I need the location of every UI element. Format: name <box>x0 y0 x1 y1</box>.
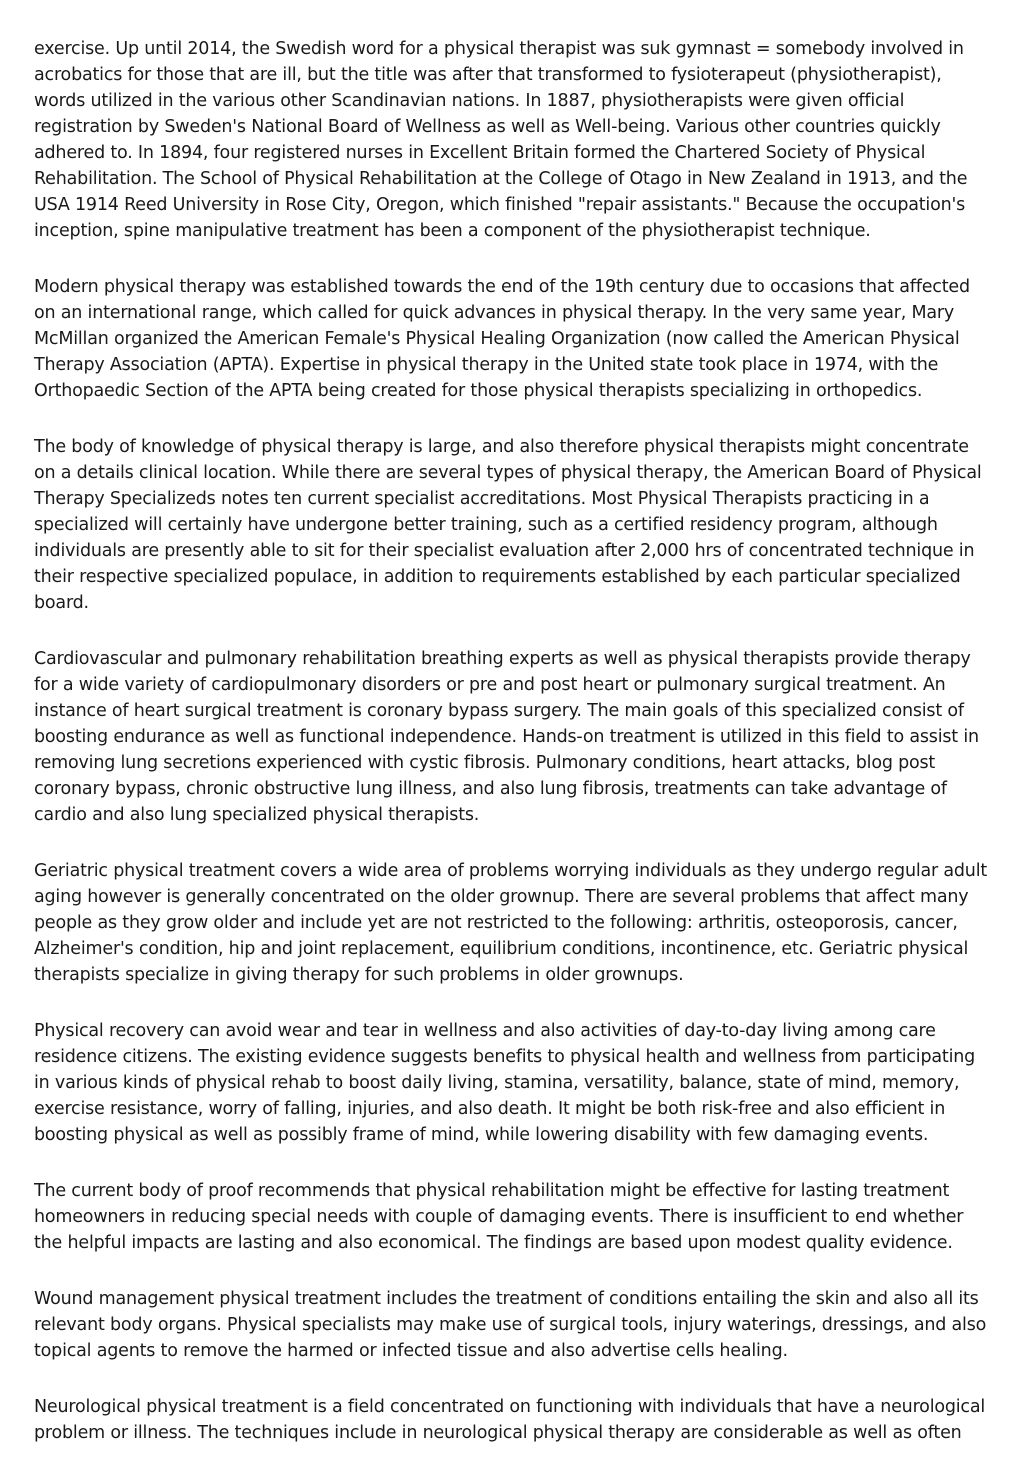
paragraph-history: exercise. Up until 2014, the Swedish word for a physical therapist was suk gymnast = somebody involved in acrobatics for those that are ill, but the title was after that transformed to fysioterapeut (physiotherapist), words utilized in the various other Scandinavian nations. In 1887, physiotherapists were given official registration by Sweden's National Board of Wellness as well as Well-being. Various other countries quickly adhered to. In 1894, four registered nurses in Excellent Britain formed the Chartered Society of Physical Rehabilitation. The School of Physical Rehabilitation at the College of Otago in New Zealand in 1913, and the USA 1914 Reed University in Rose City, Oregon, which finished "repair assistants." Because the occupation's inception, spine manipulative treatment has been a component of the physiotherapist technique. <box>34 39 968 241</box>
document-body <box>34 36 990 1476</box>
paragraph-cardiopulmonary: Cardiovascular and pulmonary rehabilitation breathing experts as well as physical therapists provide therapy for a wide variety of cardiopulmonary disorders or pre and post heart or pulmonary surgical treatment. An instance of heart surgical treatment is coronary bypass surgery. The main goals of this specialized consist of boosting endurance as well as functional independence. Hands-on treatment is utilized in this field to assist in removing lung secretions experienced with cystic fibrosis. Pulmonary conditions, heart attacks, blog post coronary bypass, chronic obstructive lung illness, and also lung fibrosis, treatments can take advantage of cardio and also lung specialized physical therapists. <box>34 649 979 825</box>
paragraph-neurological: Neurological physical treatment is a field concentrated on functioning with individuals that have a neurological problem or illness. The techniques include in neurological physical therapy are considerable as well as often <box>34 1397 986 1443</box>
paragraph-specialization: The body of knowledge of physical therapy is large, and also therefore physical therapists might concentrate on a details clinical location. While there are several types of physical therapy, the American Board of Physical Therapy Specializeds notes ten current specialist accreditations. Most Physical Therapists practicing in a specialized will certainly have undergone better training, such as a certified residency program, although individuals are presently able to sit for their specialist evaluation after 2,000 hrs of concentrated technique in their respective specialized populace, in addition to requirements established by each particular specialized board. <box>34 437 982 613</box>
paragraph-wound-management: Wound management physical treatment includes the treatment of conditions entailing the skin and also all its relevant body organs. Physical specialists may make use of surgical tools, injury waterings, dressings, and also topical agents to remove the harmed or infected tissue and also advertise cells healing. <box>34 1289 987 1361</box>
paragraph-evidence: The current body of proof recommends that physical rehabilitation might be effective for lasting treatment homeowners in reducing special needs with couple of damaging events. There is insufficient to end whether the helpful impacts are lasting and also economical. The findings are based upon modest quality evidence. <box>34 1181 964 1253</box>
paragraph-modern-therapy: Modern physical therapy was established towards the end of the 19th century due to occasions that affected on an international range, which called for quick advances in physical therapy. In the very same year, Mary McMillan organized the American Female's Physical Healing Organization (now called the American Physical Therapy Association (APTA). Expertise in physical therapy in the United state took place in 1974, with the Orthopaedic Section of the APTA being created for those physical therapists specializing in orthopedics. <box>34 277 970 401</box>
paragraph-care-residents: Physical recovery can avoid wear and tear in wellness and also activities of day-to-day living among care residence citizens. The existing evidence suggests benefits to physical health and wellness from participating in various kinds of physical rehab to boost daily living, stamina, versatility, balance, state of mind, memory, exercise resistance, worry of falling, injuries, and also death. It might be both risk-free and also efficient in boosting physical as well as possibly frame of mind, while lowering disability with few damaging events. <box>34 1021 976 1145</box>
paragraph-geriatric: Geriatric physical treatment covers a wide area of problems worrying individuals as they undergo regular adult aging however is generally concentrated on the older grownup. There are several problems that affect many people as they grow older and include yet are not restricted to the following: arthritis, osteoporosis, cancer, Alzheimer's condition, hip and joint replacement, equilibrium conditions, incontinence, etc. Geriatric physical therapists specialize in giving therapy for such problems in older grownups. <box>34 861 988 985</box>
